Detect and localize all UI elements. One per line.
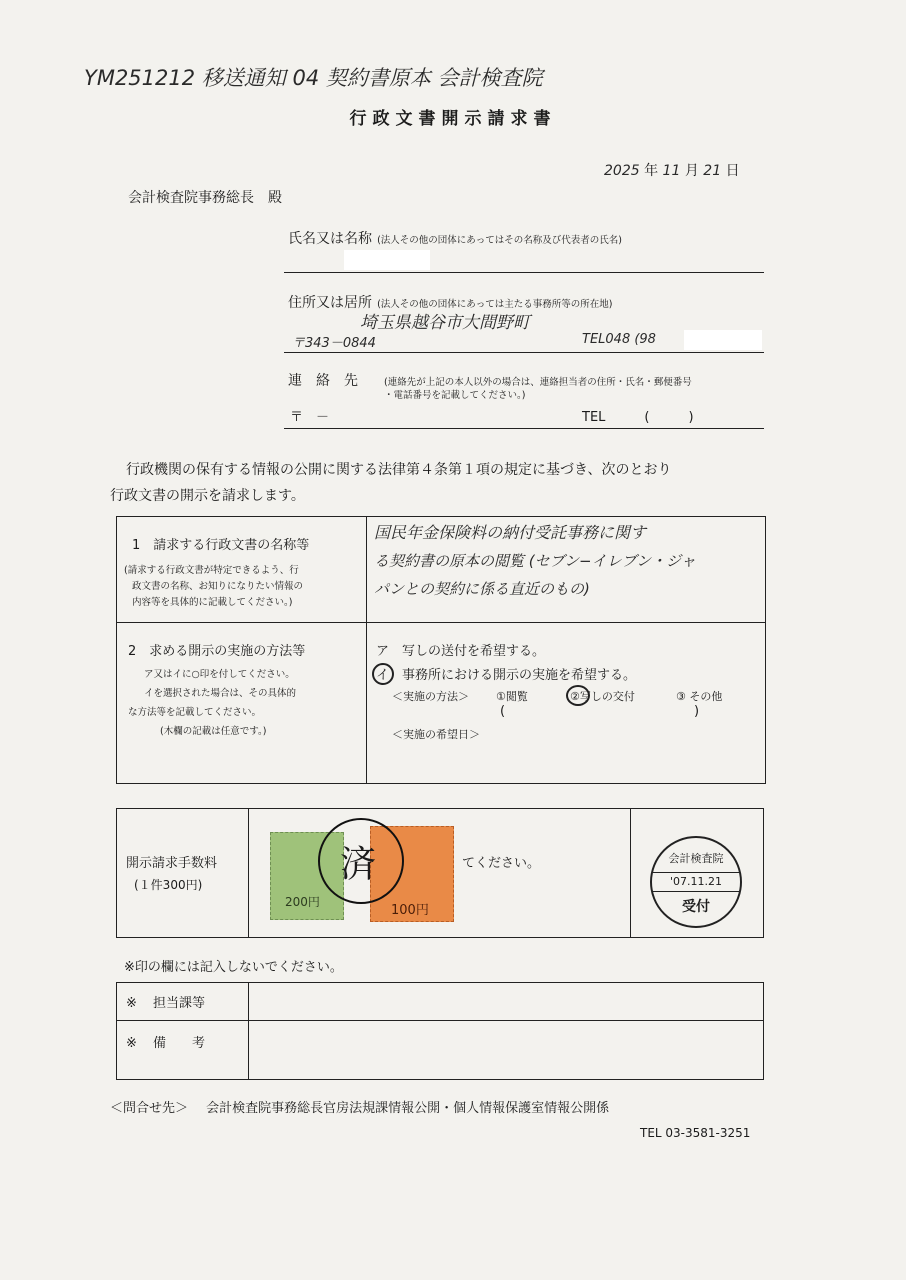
header-handwritten-note: YM251212 移送通知 04 契約書原本 会計検査院 bbox=[84, 66, 543, 90]
receipt-stamp-date: '07.11.21 bbox=[652, 872, 740, 892]
inquiry bbox=[110, 1097, 609, 1116]
section2-title: 2 求める開示の実施の方法等 bbox=[128, 644, 306, 659]
address-label: 住所又は居所 bbox=[288, 295, 372, 311]
section2-note-2: イを選択された場合は、その具体的 bbox=[144, 688, 297, 699]
office-row-2 bbox=[126, 1032, 205, 1051]
date-year-unit: 年 bbox=[644, 163, 659, 179]
contact-label: 連 絡 先 bbox=[288, 373, 358, 389]
fee-divider-1 bbox=[248, 808, 249, 938]
addressee: 会計検査院事務総長 殿 bbox=[128, 190, 282, 206]
contact-note-2: ・電話番号を記載してください。) bbox=[384, 390, 526, 401]
section1-note-3: 内容等を具体的に記載してください。) bbox=[132, 597, 293, 608]
name-note: (法人その他の団体にあってはその名称及び代表者の氏名) bbox=[377, 235, 622, 246]
date-year: 2025 bbox=[604, 163, 640, 179]
fee-label: 開示請求手数料 bbox=[126, 856, 218, 871]
fee-divider-2 bbox=[630, 808, 631, 938]
address-value: 埼玉県越谷市大間野町 bbox=[360, 313, 530, 333]
office-use-table bbox=[116, 982, 764, 1080]
office-row-1 bbox=[126, 992, 205, 1011]
method-paren-open: ( bbox=[500, 704, 506, 719]
office-use-row-divider bbox=[116, 1020, 764, 1021]
office-use-divider bbox=[248, 982, 249, 1080]
address-postal: 〒343－0844 bbox=[292, 336, 376, 351]
section1-title: 1 請求する行政文書の名称等 bbox=[132, 538, 310, 553]
date-month-unit: 月 bbox=[684, 163, 699, 179]
section1-value-2: る契約書の原本の閲覧 (セブン−イレブン・ジャ bbox=[374, 552, 696, 570]
office-row-2-label: 備 考 bbox=[153, 1036, 206, 1051]
section2-note-4: (木欄の記載は任意です。) bbox=[160, 726, 267, 737]
fee-tail-text: てください。 bbox=[462, 856, 541, 871]
contact-underline bbox=[284, 428, 764, 429]
office-row-1-label: 担当課等 bbox=[153, 996, 206, 1011]
intro-line-1: 行政機関の保有する情報の公開に関する法律第４条第１項の規定に基づき、次のとおり bbox=[126, 462, 672, 478]
name-underline bbox=[284, 272, 764, 273]
inquiry-label: ＜問合せ先＞ bbox=[110, 1101, 189, 1116]
cancellation-seal bbox=[318, 818, 404, 904]
desired-date-label: ＜実施の希望日＞ bbox=[392, 728, 480, 741]
date-day-unit: 日 bbox=[725, 163, 740, 179]
name-field bbox=[288, 228, 622, 248]
contact-note-1: (連絡先が上記の本人以外の場合は、連絡担当者の住所・氏名・郵便番号 bbox=[384, 377, 692, 388]
date-month: 11 bbox=[662, 163, 681, 179]
option-b: イ 事務所における開示の実施を希望する。 bbox=[376, 668, 637, 683]
inquiry-org: 会計検査院事務総長官房法規課情報公開・個人情報保護室情報公開係 bbox=[206, 1101, 610, 1116]
office-row-2-mark: ※ bbox=[126, 1036, 137, 1051]
contact-tel: TEL ( ) bbox=[582, 410, 694, 425]
revenue-stamp-200-value: 200円 bbox=[285, 895, 320, 909]
section1-value-3: パンとの契約に係る直近のもの) bbox=[374, 580, 590, 598]
date-day: 21 bbox=[703, 163, 722, 179]
cancellation-mark: 済 bbox=[340, 844, 377, 885]
redacted-phone bbox=[684, 330, 762, 350]
method-label: ＜実施の方法＞ bbox=[392, 690, 469, 703]
section1-note-2: 政文書の名称、お知りになりたい情報の bbox=[132, 581, 304, 592]
contact-field bbox=[288, 370, 358, 390]
request-table-row-divider bbox=[116, 622, 766, 623]
address-tel: TEL048 (98 bbox=[582, 332, 656, 347]
receipt-stamp-org: 会計検査院 bbox=[668, 852, 724, 865]
request-date bbox=[604, 160, 740, 180]
name-label: 氏名又は名称 bbox=[288, 231, 372, 247]
section1-value-1: 国民年金保険料の納付受託事務に関す bbox=[374, 523, 647, 542]
intro-line-2: 行政文書の開示を請求します。 bbox=[110, 488, 305, 504]
notice: ※印の欄には記入しないでください。 bbox=[124, 960, 343, 975]
receipt-stamp-text: 受付 bbox=[682, 899, 710, 915]
document-title: 行政文書開示請求書 bbox=[349, 109, 557, 129]
method-2-selected-circle bbox=[566, 685, 590, 706]
address-note: (法人その他の団体にあっては主たる事務所等の所在地) bbox=[377, 299, 613, 310]
address-underline bbox=[284, 352, 764, 353]
inquiry-tel: TEL 03-3581-3251 bbox=[640, 1126, 751, 1140]
method-3: ③ その他 bbox=[676, 690, 723, 703]
method-2: ②写しの交付 bbox=[570, 690, 635, 703]
revenue-stamp-100-value: 100円 bbox=[391, 903, 429, 918]
method-paren-close: ) bbox=[694, 704, 700, 719]
method-1: ①閲覧 bbox=[496, 690, 528, 703]
section1-note-1: (請求する行政文書が特定できるよう、行 bbox=[124, 565, 299, 576]
fee-unit: (１件300円) bbox=[134, 878, 203, 892]
section2-note-3: な方法等を記載してください。 bbox=[128, 707, 262, 718]
redacted-name bbox=[344, 250, 430, 270]
request-table-divider bbox=[366, 516, 367, 784]
option-b-selected-circle bbox=[372, 663, 394, 685]
receipt-stamp bbox=[650, 836, 742, 928]
option-a: ア 写しの送付を希望する。 bbox=[376, 644, 546, 659]
contact-postal: 〒 － bbox=[290, 410, 330, 425]
office-row-1-mark: ※ bbox=[126, 996, 137, 1011]
section2-note-1: ア又はイに○印を付してください。 bbox=[144, 669, 295, 680]
